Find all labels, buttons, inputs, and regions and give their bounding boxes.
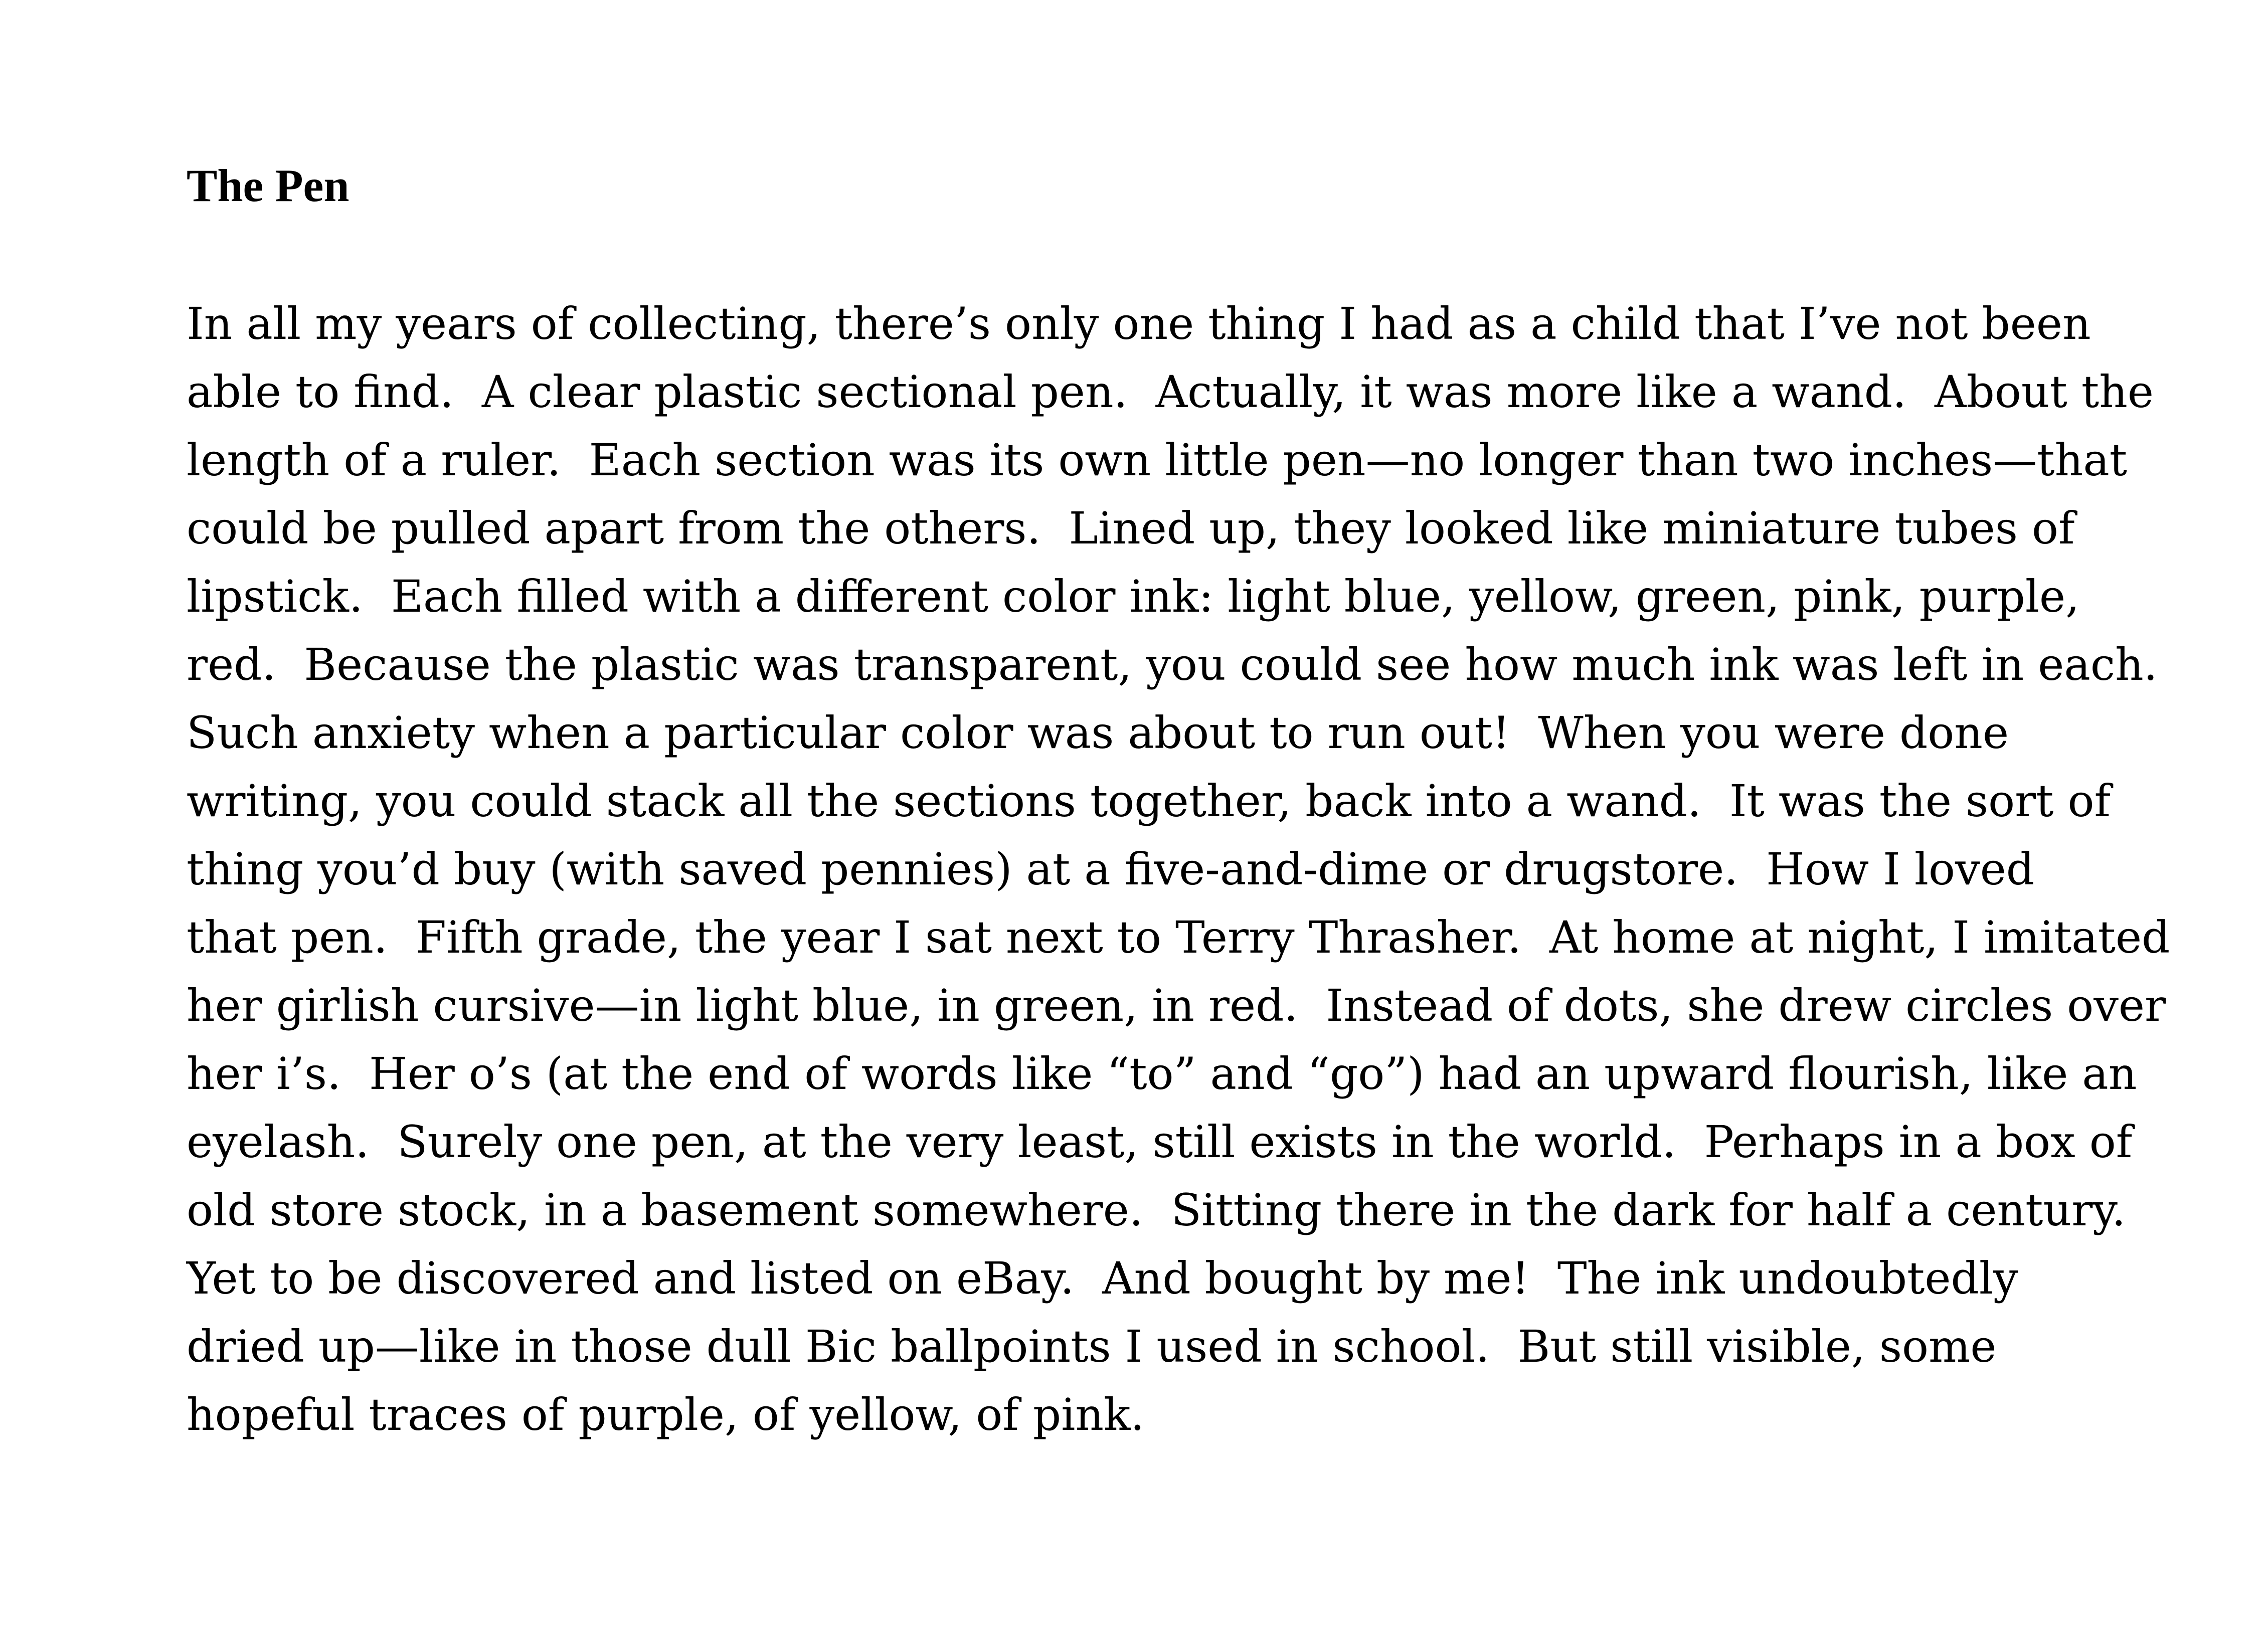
body-line: hopeful traces of purple, of yellow, of pink. [187, 1389, 1145, 1440]
document-title: The Pen [187, 160, 350, 211]
body-line: her girlish cursive—in light blue, in green, in red. Instead of dots, she drew circles over [187, 980, 2166, 1031]
body-line: able to find. A clear plastic sectional pen. Actually, it was more like a wand. About the [187, 366, 2154, 418]
document-body [187, 290, 2222, 1449]
body-line: old store stock, in a basement somewhere. Sitting there in the dark for half a century. [187, 1184, 2126, 1236]
body-line: lipstick. Each filled with a different color ink: light blue, yellow, green, pink, purple, [187, 571, 2080, 622]
body-line: dried up—like in those dull Bic ballpoints I used in school. But still visible, some [187, 1321, 1997, 1372]
body-line: her i’s. Her o’s (at the end of words like “to” and “go”) had an upward flourish, like an [187, 1048, 2137, 1100]
body-line: writing, you could stack all the sections together, back into a wand. It was the sort of [187, 775, 2111, 827]
body-line: thing you’d buy (with saved pennies) at a five-and-dime or drugstore. How I loved [187, 843, 2035, 895]
body-line: that pen. Fifth grade, the year I sat next to Terry Thrasher. At home at night, I imitated [187, 911, 2170, 963]
body-line: In all my years of collecting, there’s only one thing I had as a child that I’ve not been [187, 298, 2091, 349]
body-line: length of a ruler. Each section was its own little pen—no longer than two inches—that [187, 434, 2128, 486]
body-line: red. Because the plastic was transparent, you could see how much ink was left in each. [187, 639, 2158, 690]
body-line: Such anxiety when a particular color was about to run out! When you were done [187, 707, 2009, 759]
body-line: eyelash. Surely one pen, at the very least, still exists in the world. Perhaps in a box of [187, 1116, 2133, 1168]
body-line: could be pulled apart from the others. Lined up, they looked like miniature tubes of [187, 502, 2075, 554]
body-line: Yet to be discovered and listed on eBay. And bought by me! The ink undoubtedly [187, 1252, 2018, 1304]
